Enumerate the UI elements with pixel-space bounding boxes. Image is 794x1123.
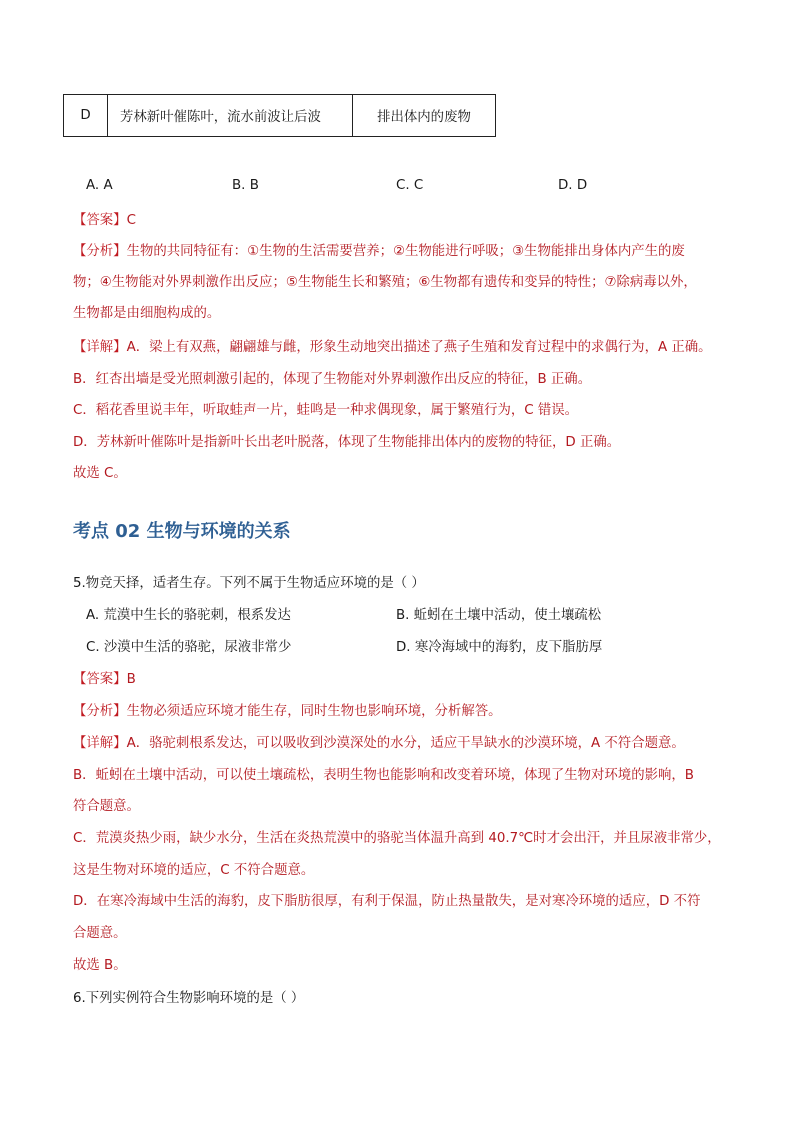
q4-option-d: D. D <box>558 178 588 193</box>
table-row <box>64 95 496 137</box>
q4-analysis-line-1 <box>73 240 685 259</box>
q5-option-a: A. 荒漠中生长的骆驼刺，根系发达 <box>86 608 291 623</box>
q5-option-d: D. 寒冷海域中的海豹，皮下脂肪厚 <box>396 640 603 655</box>
answer-tag: 【答案】 <box>73 213 127 228</box>
q5-detail-line-1 <box>73 732 685 751</box>
q4-detail-line-1 <box>73 336 712 355</box>
q4-answer <box>73 209 136 228</box>
answer-value: B <box>126 672 136 687</box>
q5-detail-line-4: C．荒漠炎热少雨，缺少水分，生活在炎热荒漠中的骆驼当体温升高到 40.7℃时才会出汗，并且尿液非常少， <box>73 831 721 846</box>
q4-detail-line-3: C．稻花香里说丰年，听取蛙声一片，蛙鸣是一种求偶现象，属于繁殖行为，C 错误。 <box>73 403 579 418</box>
table-cell-label: D <box>64 95 108 137</box>
q5-detail-line-2: B．蚯蚓在土壤中活动，可以使土壤疏松，表明生物也能影响和改变着环境，体现了生物对环境的影响，B <box>73 768 694 783</box>
q5-answer <box>73 668 136 687</box>
q6-stem: 6.下列实例符合生物影响环境的是（ ） <box>73 991 305 1006</box>
detail-tag: 【详解】 <box>73 736 127 751</box>
analysis-tag: 【分析】 <box>73 704 127 719</box>
table-cell-poem: 芳林新叶催陈叶，流水前波让后波 <box>108 95 353 137</box>
q5-detail-line-6: D．在寒冷海域中生活的海豹，皮下脂肪很厚，有利于保温，防止热量散失，是对寒冷环境的适应，D 不符 <box>73 894 701 909</box>
analysis-text: 生物的共同特征有：①生物的生活需要营养；②生物能进行呼吸；③生物能排出身体内产生的废 <box>126 244 685 259</box>
answer-tag: 【答案】 <box>73 672 127 687</box>
q5-detail-line-3: 符合题意。 <box>73 799 140 814</box>
q5-option-b: B. 蚯蚓在土壤中活动，使土壤疏松 <box>396 608 602 623</box>
q5-detail-line-8: 故选 B。 <box>73 958 127 973</box>
analysis-tag: 【分析】 <box>73 244 127 259</box>
q5-detail-line-7: 合题意。 <box>73 926 127 941</box>
table-cell-feature: 排出体内的废物 <box>353 95 496 137</box>
option-table <box>63 94 496 137</box>
answer-value: C <box>126 213 136 228</box>
q4-detail-line-5: 故选 C。 <box>73 466 127 481</box>
q4-analysis-line-3: 生物都是由细胞构成的。 <box>73 306 221 321</box>
detail-tag: 【详解】 <box>73 340 127 355</box>
detail-text: A．骆驼刺根系发达，可以吸收到沙漠深处的水分，适应干旱缺水的沙漠环境，A 不符合题意。 <box>126 736 685 751</box>
analysis-text: 生物必须适应环境才能生存，同时生物也影响环境，分析解答。 <box>126 704 502 719</box>
q5-detail-line-5: 这是生物对环境的适应，C 不符合题意。 <box>73 863 315 878</box>
q5-analysis <box>73 700 502 719</box>
q4-analysis-line-2: 物；④生物能对外界刺激作出反应；⑤生物能生长和繁殖；⑥生物都有遗传和变异的特性；⑦除病毒以外， <box>73 275 697 290</box>
section-heading: 考点 02 生物与环境的关系 <box>73 521 291 542</box>
q4-option-b: B. B <box>232 178 259 193</box>
q4-option-a: A. A <box>86 178 113 193</box>
q4-option-c: C. C <box>396 178 424 193</box>
q4-detail-line-2: B．红杏出墙是受光照刺激引起的，体现了生物能对外界刺激作出反应的特征，B 正确。 <box>73 372 592 387</box>
q4-detail-line-4: D．芳林新叶催陈叶是指新叶长出老叶脱落，体现了生物能排出体内的废物的特征，D 正确。 <box>73 435 621 450</box>
detail-text: A．梁上有双燕，翩翩雄与雌，形象生动地突出描述了燕子生殖和发育过程中的求偶行为，A 正确。 <box>126 340 712 355</box>
q5-stem: 5.物竞天择，适者生存。下列不属于生物适应环境的是（ ） <box>73 576 425 591</box>
q5-option-c: C. 沙漠中生活的骆驼，尿液非常少 <box>86 640 292 655</box>
